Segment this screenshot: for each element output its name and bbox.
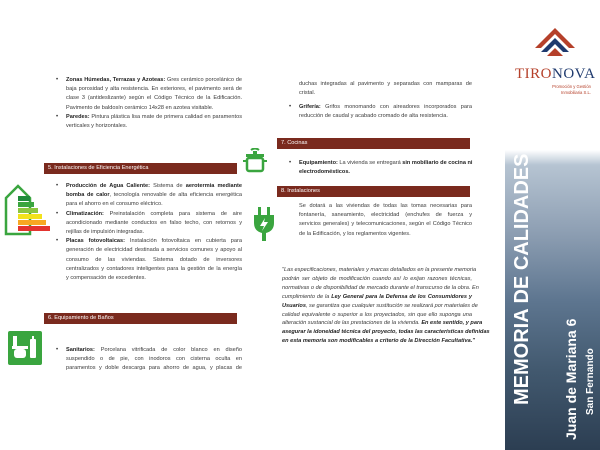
kitchen-pot-icon [243, 148, 267, 174]
bullet: • [56, 210, 59, 217]
text-line: cristal. [299, 90, 316, 97]
text-line: consumo de las viviendas. Sistema dotado de inversores [66, 256, 242, 263]
text-line: rejillas de impulsión integradas. [66, 229, 145, 235]
section-header-energy: 5. Instalaciones de Eficiencia Energética [44, 163, 237, 174]
tironova-logo-icon [535, 28, 575, 62]
text-line: electrodomésticos. [299, 169, 350, 176]
plug-icon [252, 207, 276, 243]
cover-city: San Fernando [585, 348, 596, 415]
text-line: normativas o de disponibilidad de mercado durante el transcurso de la obra. En [282, 284, 479, 291]
text-line: de la Edificación, y los reglamentos vigentes. [299, 230, 411, 237]
text-line: en esta memoria son modificables a criterio de la Dirección Facultativa." [282, 338, 475, 345]
bullet: • [56, 347, 59, 353]
text-line: Grifería: Grifos monomando con aireadores incorporados para [299, 104, 472, 110]
text-line: reducción de caudal y acabado cromado de alta resistencia. [299, 113, 448, 120]
text-line: Sanitarios: Porcelana vitrificada de color blanco en diseño [66, 347, 242, 353]
cover-project: Juan de Mariana 6 [563, 318, 579, 440]
cover-panel [505, 0, 600, 450]
text-line: Producción de Agua Caliente: Sistema de aerotermia mediante [66, 183, 242, 189]
text-line: duchas integradas al pavimento y separadas con mamparas de [299, 81, 472, 87]
text-line: Placas fotovoltaicas: Instalación fotovoltaica en cubierta para [66, 238, 242, 245]
text-line: Pavimento de baldosín cerámico 14x28 en azotea visitable. [66, 104, 214, 111]
text-line: paramentos y doble descarga para ahorro de agua, y placas de [66, 365, 242, 372]
bathroom-icon [8, 331, 42, 365]
text-line: y compensación de excedentes. [66, 275, 146, 281]
text-line: Equipamiento: La vivienda se entregará sin mobiliario de cocina ni [299, 160, 473, 166]
text-line: baja porosidad y alta resistencia. En exteriores, el pavimento será de [66, 86, 242, 93]
bullet: • [56, 183, 59, 189]
text-line: alteración sustancial de las prestaciones de la vivienda. En este sentido, y para [282, 320, 483, 327]
bullet: • [56, 238, 59, 245]
text-line: Climatización: Preinstalación completa para sistema de aire [66, 210, 242, 217]
text-line: generación de electricidad destinada a servicios comunes y apoyo al [66, 247, 242, 254]
text-line: Zonas Húmedas, Terrazas y Azoteas: Gres cerámico porcelánico de [66, 77, 242, 83]
bullet: • [56, 77, 59, 83]
section-header-installations: 8. Instalaciones [277, 186, 470, 197]
section-header-kitchens: 7. Cocinas [277, 138, 470, 149]
text-line: Paredes: Pintura plástica lisa mate de primera calidad en paramentos [66, 113, 242, 120]
text-line: fontanería, saneamiento, electricidad (enchufes de fuerza y [299, 212, 472, 219]
text-line: calidad equivalente o superior a los proyectados, sin que ello suponga una [282, 311, 472, 318]
bullet: • [56, 113, 59, 120]
brand-tagline: Promoción y Gestión Inmobiliaria S.L. [552, 84, 591, 95]
cover-title: MEMORIA DE CALIDADES 2 [511, 136, 533, 405]
bullet: • [289, 104, 292, 110]
text-line: podrán ser objeto de modificación cuando así lo exijan razones técnicas, [282, 275, 472, 282]
text-line: Se dotará a las viviendas de todas las tomas necesarias para [299, 203, 472, 209]
text-line: bomba de calor, tecnología renovable de alta eficiencia energética [66, 192, 243, 199]
energy-rating-icon [4, 183, 59, 239]
text-line: para el ahorro en el consumo eléctrico. [66, 201, 163, 208]
text-line: centralizados y contadores inteligentes para la gestión de la energía [66, 265, 242, 272]
brand-name: TIRONOVA [515, 66, 596, 82]
text-line: clase 3 (antideslizante) según el Código Técnico de la Edificación. [66, 95, 242, 102]
text-line: asegurar la idoneidad técnica del proyecto, todas las características definidas [282, 329, 490, 336]
section-header-bathrooms: 6. Equipamiento de Baños [44, 313, 237, 324]
text-line: servicios generales) y telecomunicaciones, según el Código Técnico [299, 221, 472, 228]
text-line: "Las especificaciones, materiales y marcas detallados en la presente memoria [282, 267, 477, 273]
text-line: verticales y horizontales. [66, 123, 128, 129]
text-line: acondicionado mediante conductos en falso techo, con retornos y [66, 219, 242, 226]
text-line: Usuarios, se garantiza que cualquier sustitución se realizará por materiales de [282, 302, 478, 309]
text-line: cumplimiento de la Ley General para la Defensa de los Consumidores y [282, 293, 472, 300]
text-line: suspendido o de pie, con inodoros con cisterna oculta en [66, 356, 242, 363]
bullet: • [289, 160, 292, 166]
